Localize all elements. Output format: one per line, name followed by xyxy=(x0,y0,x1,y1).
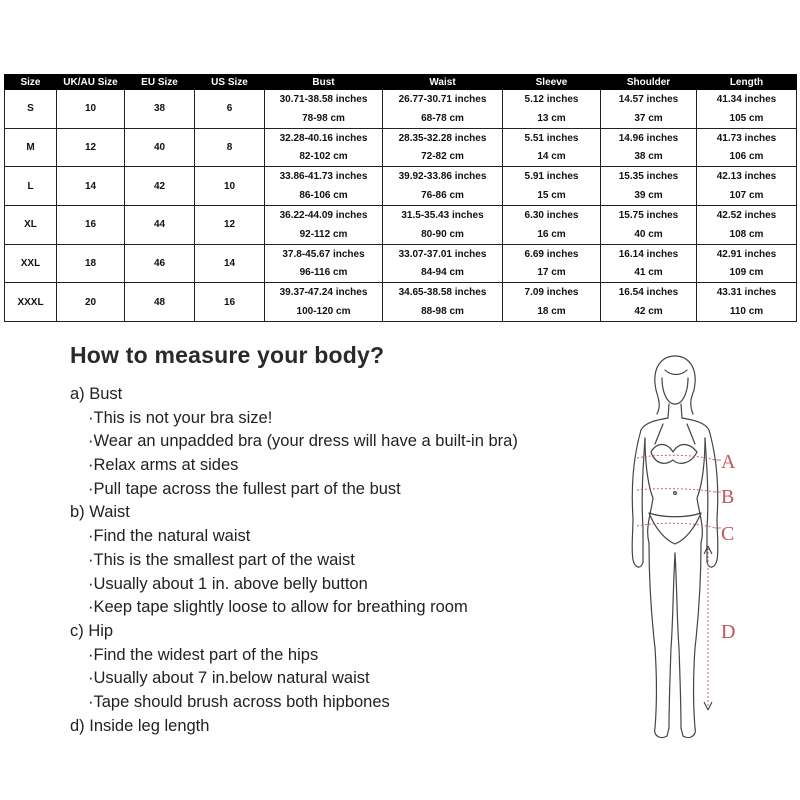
cell-shoulder-inches: 16.14 inches xyxy=(601,244,697,263)
cell-eu: 38 xyxy=(125,90,195,129)
cell-waist-inches: 34.65-38.58 inches xyxy=(383,283,503,302)
cell-bust-cm: 96-116 cm xyxy=(265,263,383,282)
cell-shoulder-cm: 42 cm xyxy=(601,302,697,321)
cell-waist-cm: 68-78 cm xyxy=(383,109,503,128)
instruction-item: ·Find the natural waist xyxy=(88,527,251,546)
cell-us: 8 xyxy=(195,128,265,167)
instruction-heading: a) Bust xyxy=(70,385,123,403)
header-eu-size: EU Size xyxy=(125,75,195,90)
cell-bust-inches: 37.8-45.67 inches xyxy=(265,244,383,263)
table-row xyxy=(5,244,797,263)
cell-sleeve-inches: 6.69 inches xyxy=(503,244,601,263)
cell-shoulder-inches: 14.57 inches xyxy=(601,90,697,109)
cell-eu: 40 xyxy=(125,128,195,167)
instruction-heading: b) Waist xyxy=(70,503,130,522)
cell-length-cm: 107 cm xyxy=(697,186,797,205)
cell-uk: 14 xyxy=(57,167,125,206)
cell-size: XL xyxy=(5,205,57,244)
instruction-item: ·Usually about 7 in.below natural waist xyxy=(88,669,370,688)
size-chart-table xyxy=(4,74,797,322)
instruction-heading: c) Hip xyxy=(70,621,114,640)
cell-waist-cm: 88-98 cm xyxy=(383,302,503,321)
cell-shoulder-cm: 39 cm xyxy=(601,186,697,205)
cell-size: XXL xyxy=(5,244,57,283)
cell-waist-cm: 72-82 cm xyxy=(383,147,503,166)
cell-length-cm: 108 cm xyxy=(697,225,797,244)
cell-sleeve-inches: 5.51 inches xyxy=(503,128,601,147)
cell-sleeve-inches: 5.91 inches xyxy=(503,167,601,186)
cell-sleeve-cm: 16 cm xyxy=(503,225,601,244)
cell-sleeve-cm: 18 cm xyxy=(503,302,601,321)
cell-us: 14 xyxy=(195,244,265,283)
cell-size: XXXL xyxy=(5,283,57,322)
measure-instructions xyxy=(70,383,518,738)
cell-shoulder-inches: 14.96 inches xyxy=(601,128,697,147)
instruction-item: ·Wear an unpadded bra (your dress will have a built-in bra) xyxy=(88,432,518,451)
cell-length-cm: 105 cm xyxy=(697,109,797,128)
cell-size: L xyxy=(5,167,57,206)
header-size: Size xyxy=(5,75,57,90)
cell-uk: 12 xyxy=(57,128,125,167)
cell-sleeve-cm: 13 cm xyxy=(503,109,601,128)
header-uk-au-size: UK/AU Size xyxy=(57,75,125,90)
header-sleeve: Sleeve xyxy=(503,75,601,90)
cell-bust-inches: 36.22-44.09 inches xyxy=(265,205,383,224)
cell-waist-inches: 33.07-37.01 inches xyxy=(383,244,503,263)
instruction-heading: d) Inside leg length xyxy=(70,716,210,735)
cell-length-inches: 42.52 inches xyxy=(697,205,797,224)
cell-uk: 18 xyxy=(57,244,125,283)
cell-shoulder-inches: 15.35 inches xyxy=(601,167,697,186)
instruction-item: ·Tape should brush across both hipbones xyxy=(88,692,390,711)
cell-eu: 44 xyxy=(125,205,195,244)
instruction-item: ·Pull tape across the fullest part of the bust xyxy=(88,479,401,498)
table-row xyxy=(5,128,797,147)
marker-a: A xyxy=(721,451,736,473)
cell-sleeve-inches: 5.12 inches xyxy=(503,90,601,109)
instruction-item: ·This is the smallest part of the waist xyxy=(88,550,355,569)
cell-shoulder-cm: 41 cm xyxy=(601,263,697,282)
table-header-row xyxy=(5,75,797,90)
header-waist: Waist xyxy=(383,75,503,90)
instruction-item: ·Keep tape slightly loose to allow for breathing room xyxy=(88,598,468,617)
cell-shoulder-inches: 16.54 inches xyxy=(601,283,697,302)
cell-shoulder-cm: 38 cm xyxy=(601,147,697,166)
instruction-item: ·Usually about 1 in. above belly button xyxy=(88,574,368,593)
cell-sleeve-inches: 6.30 inches xyxy=(503,205,601,224)
table-row xyxy=(5,90,797,109)
cell-bust-cm: 92-112 cm xyxy=(265,225,383,244)
cell-bust-cm: 86-106 cm xyxy=(265,186,383,205)
cell-sleeve-cm: 14 cm xyxy=(503,147,601,166)
cell-length-inches: 41.34 inches xyxy=(697,90,797,109)
cell-eu: 46 xyxy=(125,244,195,283)
cell-size: S xyxy=(5,90,57,129)
cell-length-cm: 110 cm xyxy=(697,302,797,321)
marker-b: B xyxy=(721,486,735,508)
cell-waist-inches: 39.92-33.86 inches xyxy=(383,167,503,186)
cell-waist-cm: 76-86 cm xyxy=(383,186,503,205)
cell-us: 12 xyxy=(195,205,265,244)
page-title: How to measure your body? xyxy=(70,342,385,368)
cell-uk: 20 xyxy=(57,283,125,322)
cell-bust-cm: 100-120 cm xyxy=(265,302,383,321)
cell-size: M xyxy=(5,128,57,167)
hip-measure-line xyxy=(637,523,715,528)
cell-shoulder-inches: 15.75 inches xyxy=(601,205,697,224)
cell-length-inches: 41.73 inches xyxy=(697,128,797,147)
cell-uk: 10 xyxy=(57,90,125,129)
table-row xyxy=(5,205,797,224)
table-row xyxy=(5,283,797,302)
cell-waist-cm: 84-94 cm xyxy=(383,263,503,282)
cell-sleeve-inches: 7.09 inches xyxy=(503,283,601,302)
cell-length-cm: 109 cm xyxy=(697,263,797,282)
cell-length-inches: 43.31 inches xyxy=(697,283,797,302)
cell-bust-cm: 78-98 cm xyxy=(265,109,383,128)
cell-shoulder-cm: 37 cm xyxy=(601,109,697,128)
cell-bust-inches: 32.28-40.16 inches xyxy=(265,128,383,147)
body-outline xyxy=(632,356,718,738)
instruction-item: ·Find the widest part of the hips xyxy=(88,645,319,664)
cell-us: 16 xyxy=(195,283,265,322)
header-us-size: US Size xyxy=(195,75,265,90)
header-length: Length xyxy=(697,75,797,90)
header-shoulder: Shoulder xyxy=(601,75,697,90)
cell-uk: 16 xyxy=(57,205,125,244)
cell-shoulder-cm: 40 cm xyxy=(601,225,697,244)
header-bust: Bust xyxy=(265,75,383,90)
cell-length-cm: 106 cm xyxy=(697,147,797,166)
cell-length-inches: 42.91 inches xyxy=(697,244,797,263)
marker-c: C xyxy=(721,523,735,545)
marker-d: D xyxy=(721,621,736,643)
cell-sleeve-cm: 17 cm xyxy=(503,263,601,282)
bust-measure-line xyxy=(637,455,715,460)
instruction-item: ·This is not your bra size! xyxy=(88,408,273,427)
cell-waist-inches: 31.5-35.43 inches xyxy=(383,205,503,224)
cell-bust-cm: 82-102 cm xyxy=(265,147,383,166)
cell-bust-inches: 30.71-38.58 inches xyxy=(265,90,383,109)
cell-us: 10 xyxy=(195,167,265,206)
cell-waist-cm: 80-90 cm xyxy=(383,225,503,244)
cell-length-inches: 42.13 inches xyxy=(697,167,797,186)
cell-eu: 42 xyxy=(125,167,195,206)
instruction-item: ·Relax arms at sides xyxy=(88,456,239,475)
table-row xyxy=(5,167,797,186)
cell-eu: 48 xyxy=(125,283,195,322)
body-figure xyxy=(615,348,765,748)
cell-us: 6 xyxy=(195,90,265,129)
cell-bust-inches: 33.86-41.73 inches xyxy=(265,167,383,186)
cell-waist-inches: 26.77-30.71 inches xyxy=(383,90,503,109)
cell-bust-inches: 39.37-47.24 inches xyxy=(265,283,383,302)
cell-waist-inches: 28.35-32.28 inches xyxy=(383,128,503,147)
cell-sleeve-cm: 15 cm xyxy=(503,186,601,205)
